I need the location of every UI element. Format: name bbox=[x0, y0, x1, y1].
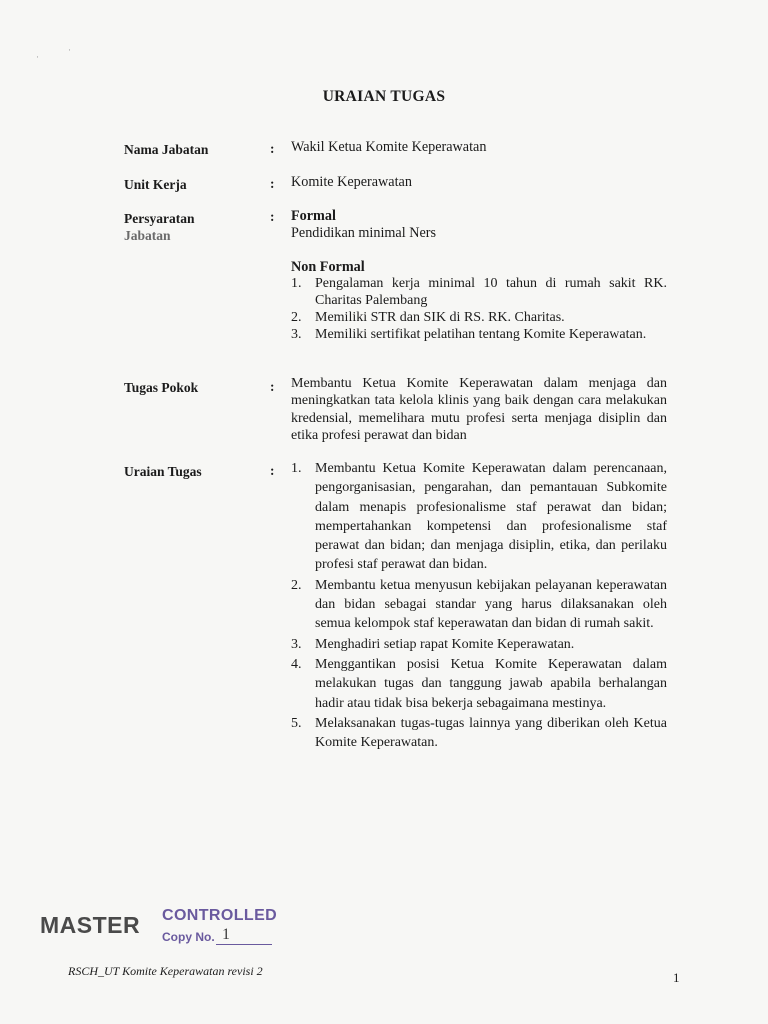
scan-speck: · bbox=[68, 45, 71, 55]
list-text: Membantu ketua menyusun kebijakan pelayanan keperawatan dan bidan sebagai standar yang harus dilaksanakan oleh semua kelompok staf keperawatan dan bidan di rumah sakit. bbox=[315, 577, 667, 632]
list-number: 3. bbox=[291, 327, 302, 342]
stamp-vertical-text bbox=[146, 911, 156, 945]
non-formal-list bbox=[291, 275, 667, 343]
uraian-tugas-list bbox=[291, 459, 667, 753]
list-item bbox=[291, 576, 667, 634]
persyaratan-colon: : bbox=[270, 209, 275, 224]
list-item bbox=[291, 635, 667, 654]
formal-heading: Formal bbox=[291, 208, 336, 224]
jabatan-label: Jabatan bbox=[124, 228, 171, 243]
nama-jabatan-value: Wakil Ketua Komite Keperawatan bbox=[291, 139, 487, 155]
stamp-controlled-text: CONTROLLED bbox=[162, 907, 278, 924]
list-text: Memiliki STR dan SIK di RS. RK. Charitas. bbox=[315, 310, 565, 325]
list-item bbox=[291, 275, 667, 309]
stamp-copy-label: Copy No. bbox=[162, 930, 215, 944]
list-text: Memiliki sertifikat pelatihan tentang Komite Keperawatan. bbox=[315, 327, 647, 342]
list-item bbox=[291, 459, 667, 575]
list-number: 1. bbox=[291, 276, 302, 291]
list-text: Melaksanakan tugas-tugas lainnya yang diberikan oleh Ketua Komite Keperawatan. bbox=[315, 715, 667, 751]
uraian-tugas-colon: : bbox=[270, 463, 275, 478]
list-item bbox=[291, 309, 667, 326]
list-number: 2. bbox=[291, 310, 302, 325]
list-item bbox=[291, 714, 667, 753]
list-text: Membantu Ketua Komite Keperawatan dalam perencanaan, pengorganisasian, pengarahan, dan pemantauan Subkomite dalam menapis profesionalisme staf perawat dan bidan; mempertahankan kompetensi dan profesionalisme staf perawat dan bidan; dan menjaga disiplin, etika, dan perilaku profesi staf perawat dan bidan. bbox=[315, 461, 667, 573]
uraian-tugas-label: Uraian Tugas bbox=[124, 464, 202, 479]
list-text: Pengalaman kerja minimal 10 tahun di rumah sakit RK. Charitas Palembang bbox=[315, 276, 667, 308]
list-number: 1. bbox=[291, 461, 302, 476]
stamp-copy-line bbox=[216, 944, 272, 945]
master-controlled-stamp bbox=[40, 903, 280, 963]
tugas-pokok-colon: : bbox=[270, 379, 275, 394]
stamp-copy-number: 1 bbox=[222, 926, 230, 943]
list-number: 5. bbox=[291, 715, 302, 731]
formal-text: Pendidikan minimal Ners bbox=[291, 225, 437, 241]
page-number: 1 bbox=[673, 970, 680, 985]
nama-jabatan-colon: : bbox=[270, 141, 275, 156]
scan-speck: · bbox=[36, 52, 39, 62]
list-text: Menggantikan posisi Ketua Komite Keperawatan dalam melakukan tugas dan tanggung jawab apabila berhalangan hadir atau tidak bisa bekerja sebagaimana mestinya. bbox=[315, 656, 667, 711]
tugas-pokok-text: Membantu Ketua Komite Keperawatan dalam menjaga dan meningkatkan tata kelola klinis yang baik dengan cara melakukan kredensial, memelihara mutu profesi serta menjaga disiplin dan etika profesi perawat dan bidan bbox=[291, 376, 667, 444]
stamp-master-text: MASTER bbox=[40, 912, 141, 938]
unit-kerja-colon: : bbox=[270, 176, 275, 191]
list-text: Menghadiri setiap rapat Komite Keperawatan. bbox=[315, 636, 575, 652]
footer-text: RSCH_UT Komite Keperawatan revisi 2 bbox=[68, 964, 263, 978]
list-item bbox=[291, 326, 667, 343]
persyaratan-label: Persyaratan bbox=[124, 211, 195, 226]
document-title: URAIAN TUGAS bbox=[322, 88, 446, 105]
list-number: 2. bbox=[291, 577, 302, 593]
unit-kerja-value: Komite Keperawatan bbox=[291, 174, 412, 190]
nama-jabatan-label: Nama Jabatan bbox=[124, 142, 209, 157]
non-formal-heading: Non Formal bbox=[291, 259, 365, 275]
list-number: 4. bbox=[291, 656, 302, 672]
list-number: 3. bbox=[291, 636, 302, 652]
list-item bbox=[291, 655, 667, 713]
tugas-pokok-label: Tugas Pokok bbox=[124, 380, 199, 395]
unit-kerja-label: Unit Kerja bbox=[124, 177, 187, 192]
